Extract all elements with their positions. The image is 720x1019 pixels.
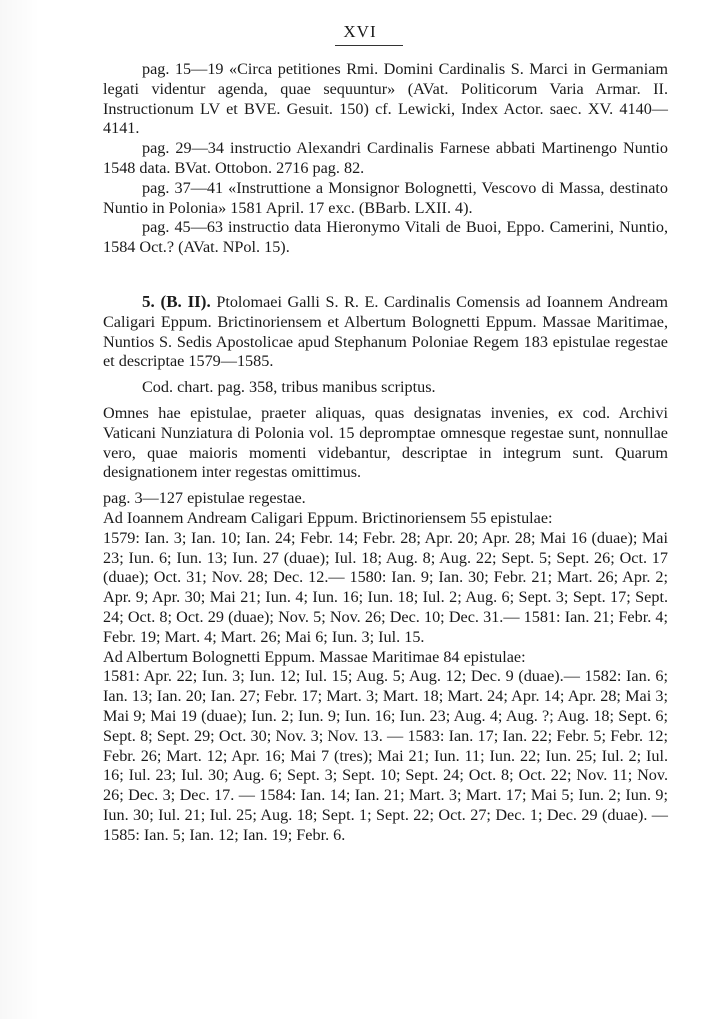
group-caligari-list: 1579: Ian. 3; Ian. 10; Ian. 24; Febr. 14; Febr. 28; Apr. 20; Apr. 28; Mai 16 (duae); Mai 23; Iun. 6; Iun. 13; Iun. 27 (duae); Iul. 18; Aug. 8; Aug. 22; Sept. 5; Sept. 26; Oct. 17 (duae); Oct. 31; Nov. 28; Dec. 12.— 1580: Ian. 9; Ian. 30; Febr. 21; Mart. 26; Apr. 2; Apr. 9; Apr. 30; Mai 21; Iun. 4; Iun. 16; Iun. 18; Iul. 2; Aug. 6; Sept. 3; Sept. 17; Sept. 24; Oct. 8; Oct. 29 (duae); Nov. 5; Nov. 26; Dec. 10; Dec. 31.— 1581: Ian. 21; Febr. 4; Febr. 19; Mart. 4; Mart. 26; Mai 6; Iun. 3; Iul. 15. [103,528,668,646]
section-spacer [103,258,668,292]
paragraph-pag-29-34: pag. 29—34 instructio Alexandri Cardinalis Farnese abbati Martinengo Nuntio 1548 data. BVat. Ottobon. 2716 pag. 82. [103,139,668,177]
codex-description: Cod. chart. pag. 358, tribus manibus scriptus. [142,378,436,397]
section-number: 5. (B. II). [142,291,211,311]
section-heading [103,292,668,372]
paragraph-pag-15-19: pag. 15—19 «Circa petitiones Rmi. Domini Cardinalis S. Marci in Germaniam legati videntur agenda, quae sequuntur» (AVat. Politicorum Varia Armar. II. Instructionum LV et BVE. Gesuit. 150) cf. Lewicki, Index Actor. saec. XV. 4140—4141. [103,60,668,138]
page-body [103,60,668,845]
page-number: XVI [343,22,377,41]
group-caligari-heading: Ad Ioannem Andream Caligari Eppum. Brictinoriensem 55 epistulae: [103,508,553,527]
pages-line: pag. 3—127 epistulae regestae. [103,489,306,508]
group-bolognetti-list: 1581: Apr. 22; Iun. 3; Iun. 12; Iul. 15; Aug. 5; Aug. 12; Dec. 9 (duae).— 1582: Ian. 6; Ian. 13; Ian. 20; Ian. 27; Febr. 17; Mart. 3; Mart. 18; Mart. 24; Apr. 14; Apr. 28; Mai 3; Mai 9; Mai 19 (duae); Iun. 2; Iun. 9; Iun. 16; Iun. 23; Aug. 4; Aug. ?; Aug. 18; Sept. 6; Sept. 8; Sept. 29; Oct. 30; Nov. 3; Nov. 13. — 1583: Ian. 17; Ian. 22; Febr. 5; Febr. 12; Febr. 26; Mart. 12; Apr. 16; Mai 7 (tres); Mai 21; Iun. 11; Iun. 22; Iun. 25; Iul. 2; Iul. 16; Iul. 23; Iul. 30; Aug. 6; Sept. 3; Sept. 10; Sept. 24; Oct. 8; Oct. 22; Nov. 11; Nov. 26; Dec. 3; Dec. 17. — 1584: Ian. 14; Ian. 21; Mart. 3; Mart. 17; Mai 5; Iun. 2; Iun. 9; Iun. 30; Iul. 21; Iul. 25; Aug. 18; Sept. 1; Sept. 22; Oct. 27; Dec. 1; Dec. 29 (duae). — 1585: Ian. 5; Ian. 12; Ian. 19; Febr. 6. [103,667,668,844]
group-bolognetti-heading: Ad Albertum Bolognetti Eppum. Massae Maritimae 84 epistulae: [103,647,526,666]
paragraph-pag-37-41: pag. 37—41 «Instruttione a Monsignor Bolognetti, Vescovo di Massa, destinato Nuntio in Polonia» 1581 April. 17 exc. (BBarb. LXII. 4). [103,178,668,217]
section-title: Ptolomaei Galli S. R. E. Cardinalis Comensis ad Ioannem Andream Caligari Eppum. Brictinoriensem et Albertum Bolognetti Eppum. Massae Maritimae, Nuntios S. Sedis Apostolicae apud Stephanum Poloniae Regem 183 epistulae regestae et descriptae 1579—1585. [103,292,669,371]
page-fold-shadow [0,0,40,1019]
paragraph-pag-45-63: pag. 45—63 instructio data Hieronymo Vitali de Buoi, Eppo. Camerini, Nuntio, 1584 Oct.? (AVat. NPol. 15). [103,218,668,257]
collection-description: Omnes hae epistulae, praeter aliquas, quas designatas invenies, ex cod. Archivi Vaticani Nunziatura di Polonia vol. 15 depromptae omnesque regestae sunt, nonnullae vero, quae maioris momenti videbantur, descriptae in integrum sunt. Quarum designationem inter regestas omittimus. [103,403,668,482]
header-rule [335,45,403,46]
